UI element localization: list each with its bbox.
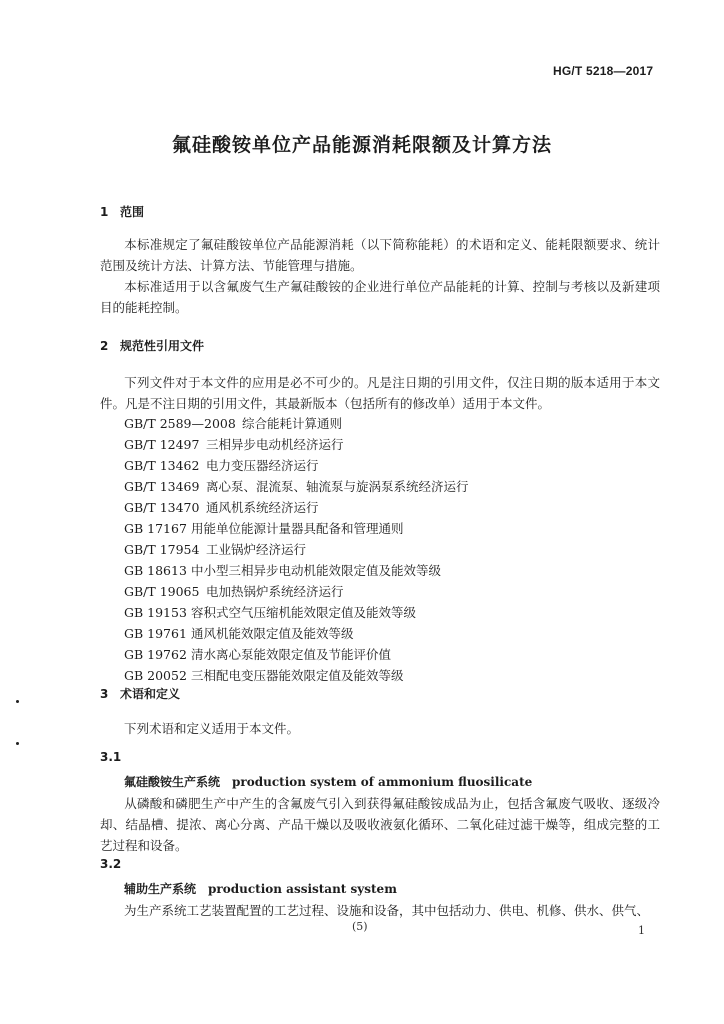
page-number-right: 1 [638,924,645,937]
reference-title: 中小型三相异步电动机能效限定值及能效等级 [191,563,442,578]
reference-title: 电力变压器经济运行 [206,458,319,473]
reference-item [124,477,469,495]
section-title: 范围 [120,205,145,219]
reference-item [124,540,306,558]
term-chinese: 辅助生产系统 [124,882,197,896]
scan-speck [16,742,19,745]
reference-title: 清水离心泵能效限定值及节能评价值 [191,647,392,662]
term-chinese: 氟硅酸铵生产系统 [124,775,221,789]
reference-code: GB 20052 [124,668,187,683]
reference-item [124,582,344,600]
section-number: 2 [100,339,109,353]
reference-code: GB/T 13470 [124,500,200,515]
section-1-paragraph-1 [100,234,660,276]
reference-title: 三相配电变压器能效限定值及能效等级 [191,668,404,683]
section-title: 术语和定义 [120,687,181,701]
reference-item [124,456,319,474]
reference-title: 三相异步电动机经济运行 [206,437,344,452]
clause-3-2-definition [100,900,660,921]
paragraph-text: 为生产系统工艺装置配置的工艺过程、设施和设备，其中包括动力、供电、机修、供水、供气、 [124,903,650,918]
reference-title: 综合能耗计算通则 [242,416,343,431]
section-3-heading [100,685,180,702]
reference-code: GB/T 2589—2008 [124,416,236,431]
reference-title: 容积式空气压缩机能效限定值及能效等级 [191,605,417,620]
clause-3-2-number: 3.2 [100,857,122,871]
reference-item [124,666,404,684]
section-2-heading [100,337,204,354]
paragraph-text: 下列文件对于本文件的应用是必不可少的。凡是注日期的引用文件，仅注日期的版本适用于本文件。凡是不注日期的引用文件，其最新版本（包括所有的修改单）适用于本文件。 [100,375,660,411]
clause-3-1-number: 3.1 [100,750,122,764]
reference-title: 用能单位能源计量器具配备和管理通则 [191,521,404,536]
reference-item [124,561,441,579]
reference-code: GB 18613 [124,563,187,578]
standard-code: HG/T 5218—2017 [553,64,654,78]
paragraph-text: 从磷酸和磷肥生产中产生的含氟废气引入到获得氟硅酸铵成品为止，包括含氟废气吸收、逐级冷却、结晶槽、提浓、离心分离、产品干燥以及吸收液氨化循环、二氧化硅过滤干燥等，组成完整的工艺过程和设备。 [100,796,660,853]
reference-item [124,414,342,432]
paragraph-text: 本标准规定了氟硅酸铵单位产品能源消耗（以下简称能耗）的术语和定义、能耗限额要求、统计范围及统计方法、计算方法、节能管理与措施。 [100,237,660,273]
reference-item [124,498,319,516]
section-2-intro [100,372,660,414]
section-1-paragraph-2 [100,276,660,318]
section-3-intro [100,718,660,739]
reference-item [124,603,416,621]
paragraph-text: 本标准适用于以含氟废气生产氟硅酸铵的企业进行单位产品能耗的计算、控制与考核以及新建项目的能耗控制。 [100,279,660,315]
reference-code: GB 17167 [124,521,187,536]
section-number: 3 [100,687,109,701]
page-number-center: (5) [352,920,368,933]
reference-title: 通风机系统经济运行 [206,500,319,515]
reference-item [124,435,344,453]
reference-code: GB 19153 [124,605,187,620]
reference-code: GB/T 19065 [124,584,200,599]
term-english: production assistant system [208,882,397,896]
section-1-heading [100,203,144,220]
reference-item [124,645,391,663]
section-number: 1 [100,205,109,219]
reference-code: GB 19762 [124,647,187,662]
paragraph-text: 下列术语和定义适用于本文件。 [124,721,300,736]
reference-code: GB 19761 [124,626,187,641]
reference-code: GB/T 17954 [124,542,200,557]
reference-title: 工业锅炉经济运行 [206,542,307,557]
reference-title: 离心泵、混流泵、轴流泵与旋涡泵系统经济运行 [206,479,469,494]
reference-item [124,519,404,537]
reference-title: 通风机能效限定值及能效等级 [191,626,354,641]
clause-3-1-term [124,773,532,790]
term-english: production system of ammonium fluosilicate [232,775,533,789]
clause-3-1-definition [100,793,660,856]
reference-title: 电加热锅炉系统经济运行 [206,584,344,599]
clause-3-2-term [124,880,397,897]
reference-code: GB/T 12497 [124,437,200,452]
document-title: 氟硅酸铵单位产品能源消耗限额及计算方法 [171,134,552,156]
reference-item [124,624,354,642]
section-title: 规范性引用文件 [120,339,205,353]
reference-code: GB/T 13469 [124,479,200,494]
reference-code: GB/T 13462 [124,458,200,473]
scan-speck [16,700,19,703]
